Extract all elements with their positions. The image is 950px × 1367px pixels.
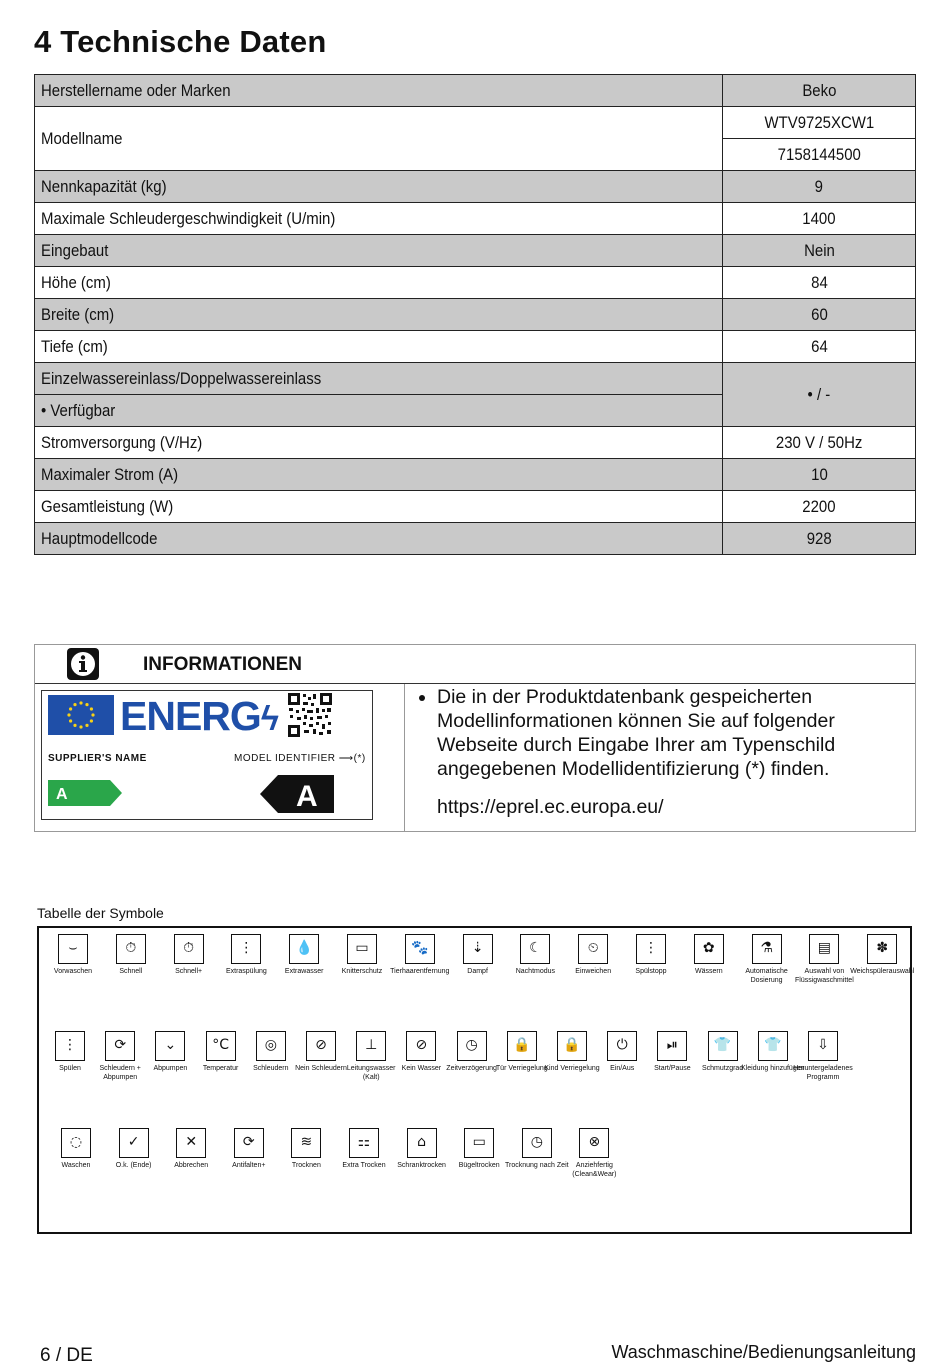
symbol-label: Trocknung nach Zeit (505, 1162, 569, 1169)
symbol-item (41, 934, 105, 976)
symbol-label: Ein/Aus (610, 1065, 635, 1072)
manufacturer-label: Herstellername oder Marken (41, 81, 231, 100)
symbol-icon: ⟳ (105, 1031, 135, 1061)
symbol-item (99, 934, 163, 976)
symbol-item (850, 934, 914, 976)
table-row (35, 107, 916, 139)
symbol-label: Schranktrocken (397, 1162, 446, 1169)
symbol-label: Spülstopp (635, 968, 667, 975)
model-value-1: WTV9725XCW1 (764, 113, 874, 132)
spin-value: 1400 (802, 209, 836, 228)
symbol-label: Anziehfertig (Clean&Wear) (572, 1162, 617, 1178)
symbol-icon: ⏲ (578, 934, 608, 964)
symbol-icon: ≋ (291, 1128, 321, 1158)
symbol-item (503, 934, 567, 976)
symbol-icon: ⏱ (116, 934, 146, 964)
energy-class-indicator (260, 775, 334, 818)
symbol-item (102, 1128, 166, 1170)
builtin-value: Nein (803, 241, 835, 260)
symbol-label: Start/Pause (654, 1065, 691, 1072)
symbol-label: Tür Verriegelung (495, 1065, 548, 1072)
symbol-icon: ✽ (867, 934, 897, 964)
available-label: • Verfügbar (41, 401, 116, 420)
model-label: Modellname (41, 129, 123, 148)
symbol-icon: 🔒 (507, 1031, 537, 1061)
symbol-item (159, 1128, 223, 1170)
builtin-label: Eingebaut (41, 241, 109, 260)
symbol-label: Temperatur (202, 1065, 239, 1072)
inlet-value: • / - (807, 385, 831, 404)
information-box (34, 644, 916, 832)
energy-word: ENERG (120, 693, 261, 739)
symbol-item (447, 1128, 511, 1170)
depth-value: 64 (810, 337, 828, 356)
main-code-value: 928 (806, 529, 832, 548)
table-row (35, 459, 916, 491)
page-title: 4 Technische Daten (34, 24, 327, 59)
power-supply-label: Stromversorgung (V/Hz) (41, 433, 203, 452)
symbol-icon: 💧 (289, 934, 319, 964)
symbols-table (37, 926, 915, 1234)
symbol-item (677, 934, 741, 976)
manufacturer-value: Beko (801, 81, 837, 100)
symbol-item (214, 934, 278, 976)
symbol-label: Weichspülerauswahl (850, 968, 915, 975)
asterisk: (*) (353, 753, 366, 764)
symbol-item (330, 934, 394, 976)
capacity-label: Nennkapazität (kg) (41, 177, 167, 196)
symbol-icon: ✿ (694, 934, 724, 964)
table-row (35, 171, 916, 203)
symbol-label: Nachtmodus (515, 968, 556, 975)
symbol-icon: ⟳ (234, 1128, 264, 1158)
current-value: 10 (810, 465, 828, 484)
symbol-icon: ⋮ (231, 934, 261, 964)
symbol-icon: ▤ (809, 934, 839, 964)
symbol-item (388, 934, 452, 976)
symbol-label: Wässern (694, 968, 723, 975)
table-row (35, 363, 916, 395)
information-header (35, 645, 915, 684)
depth-label: Tiefe (cm) (41, 337, 108, 356)
symbol-icon: ⊘ (406, 1031, 436, 1061)
symbol-icon: ⇩ (808, 1031, 838, 1061)
symbol-label: Kein Wasser (401, 1065, 442, 1072)
qr-code-icon (288, 693, 332, 737)
symbol-item (561, 934, 625, 976)
eu-flag-icon (48, 695, 114, 735)
info-icon (67, 648, 99, 680)
symbol-label: Kind Verriegelung (544, 1065, 600, 1072)
table-row (35, 75, 916, 107)
symbol-icon: ✕ (176, 1128, 206, 1158)
symbol-item (390, 1128, 454, 1170)
symbol-icon: 🐾 (405, 934, 435, 964)
capacity-value: 9 (814, 177, 824, 196)
symbols-title: Tabelle der Symbole (37, 905, 164, 921)
table-row (35, 267, 916, 299)
height-label: Höhe (cm) (41, 273, 111, 292)
table-row (35, 299, 916, 331)
information-title: INFORMATIONEN (143, 654, 303, 675)
model-value-2: 7158144500 (777, 145, 861, 164)
power-supply-value: 230 V / 50Hz (775, 433, 863, 452)
symbol-icon: ✓ (119, 1128, 149, 1158)
symbol-item (157, 934, 221, 976)
symbol-icon: 🔒 (557, 1031, 587, 1061)
symbol-icon: ◷ (522, 1128, 552, 1158)
width-value: 60 (810, 305, 828, 324)
model-identifier (234, 753, 366, 764)
symbol-label: Abbrechen (174, 1162, 209, 1169)
energy-class-small: A (56, 786, 68, 803)
symbol-item (505, 1128, 569, 1170)
symbol-icon: ⋮ (55, 1031, 85, 1061)
spin-label: Maximale Schleudergeschwindigkeit (U/min) (41, 209, 336, 228)
symbol-item (217, 1128, 281, 1170)
symbol-item (332, 1128, 396, 1170)
table-row (35, 203, 916, 235)
symbol-label: Extrawasser (284, 968, 324, 975)
symbol-icon: ⊥ (356, 1031, 386, 1061)
arrow-right-icon: ⟶ (335, 753, 354, 764)
symbol-label: Einweichen (575, 968, 612, 975)
symbol-icon: ⚏ (349, 1128, 379, 1158)
symbol-item (792, 934, 856, 985)
symbol-label: Schnell (119, 968, 143, 975)
symbol-icon: ☾ (520, 934, 550, 964)
page-number: 6 / DE (40, 1345, 93, 1366)
symbol-label: Schleudern (253, 1065, 289, 1072)
symbol-icon: ◎ (256, 1031, 286, 1061)
info-paragraph: • Die in der Produktdatenbank gespeicherten Modellinformationen können Sie auf folgender Webseite durch Eingabe Ihrer am Typenschild angegebenen Modellidentifizierung (*) finden. (437, 685, 899, 781)
symbol-icon: ◷ (457, 1031, 487, 1061)
symbol-item (446, 934, 510, 976)
main-code-label: Hauptmodellcode (41, 529, 158, 548)
supplier-name: SUPPLIER'S NAME (48, 753, 147, 764)
symbol-icon: 👕 (708, 1031, 738, 1061)
symbol-icon: ⚗ (752, 934, 782, 964)
symbol-item (272, 934, 336, 976)
energy-label (41, 690, 373, 820)
symbol-label: Abpumpen (153, 1065, 188, 1072)
current-label: Maximaler Strom (A) (41, 465, 179, 484)
symbol-icon: 👕 (758, 1031, 788, 1061)
total-power-value: 2200 (802, 497, 836, 516)
table-row (35, 427, 916, 459)
energy-class-arrow (48, 780, 124, 811)
symbol-icon: ▭ (464, 1128, 494, 1158)
symbol-label: Bügeltrocken (458, 1162, 500, 1169)
symbol-icon: ⋮ (636, 934, 666, 964)
symbol-label: Nein Schleudern (295, 1065, 347, 1072)
symbol-item (562, 1128, 626, 1179)
total-power-label: Gesamtleistung (W) (41, 497, 174, 516)
lightning-icon: ϟ (260, 700, 278, 738)
symbol-item (44, 1128, 108, 1170)
height-value: 84 (810, 273, 828, 292)
table-row (35, 491, 916, 523)
document-title: Waschmaschine/Bedienungsanleitung (611, 1342, 916, 1362)
inlet-label: Einzelwassereinlass/Doppelwassereinlass (41, 369, 322, 388)
energy-wordmark (120, 693, 278, 740)
symbol-item (619, 934, 683, 976)
symbol-label: Trocknen (291, 1162, 321, 1169)
technical-data-table (34, 74, 916, 555)
divider (404, 684, 405, 831)
symbol-icon: ⌣ (58, 934, 88, 964)
information-text (419, 685, 899, 819)
symbol-label: Waschen (61, 1162, 91, 1169)
symbol-label: Tierhaarentfernung (390, 968, 450, 975)
symbol-icon: ⏯ (657, 1031, 687, 1061)
symbol-label: Schleudern + Abpumpen (99, 1065, 141, 1081)
symbol-icon: ⏻ (607, 1031, 637, 1061)
symbol-icon: °C (206, 1031, 236, 1061)
symbol-label: Spülen (59, 1065, 81, 1072)
symbol-label: Zeitverzögerung (446, 1065, 497, 1072)
symbol-label: Knitterschutz (341, 968, 383, 975)
symbol-item (274, 1128, 338, 1170)
symbol-label: Extraspülung (225, 968, 267, 975)
symbol-label: Kleidung hinzufügen (741, 1065, 805, 1072)
symbol-icon: ⇣ (463, 934, 493, 964)
symbol-label: Auswahl von Flüssigwaschmittel (795, 968, 854, 984)
symbol-label: O.k. (Ende) (115, 1162, 152, 1169)
model-identifier-text: MODEL IDENTIFIER (234, 753, 336, 764)
symbol-label: Leitungswasser (Kalt) (346, 1065, 396, 1081)
symbol-label: Automatische Dosierung (745, 968, 788, 984)
symbol-label: Extra Trocken (342, 1162, 386, 1169)
symbol-icon: ◌ (61, 1128, 91, 1158)
table-row (35, 235, 916, 267)
symbol-item (735, 934, 799, 985)
symbol-label: Schmutzgrad (701, 1065, 744, 1072)
table-row (35, 331, 916, 363)
symbol-label: Antifalten+ (232, 1162, 266, 1169)
symbol-icon: ▭ (347, 934, 377, 964)
symbol-icon: ⏱ (174, 934, 204, 964)
symbol-label: Dampf (467, 968, 488, 975)
symbol-icon: ⊗ (579, 1128, 609, 1158)
symbol-label: Schnell+ (175, 968, 203, 975)
symbol-item (791, 1031, 855, 1082)
symbol-label: Vorwaschen (53, 968, 93, 975)
symbol-icon: ⌄ (155, 1031, 185, 1061)
energy-class-big: A (296, 780, 318, 813)
table-row (35, 523, 916, 555)
eprel-link[interactable]: https://eprel.ec.europa.eu/ (437, 796, 664, 818)
symbol-label: Heruntergeladenes Programm (793, 1065, 853, 1081)
width-label: Breite (cm) (41, 305, 115, 324)
symbol-icon: ⌂ (407, 1128, 437, 1158)
symbol-icon: ⊘ (306, 1031, 336, 1061)
